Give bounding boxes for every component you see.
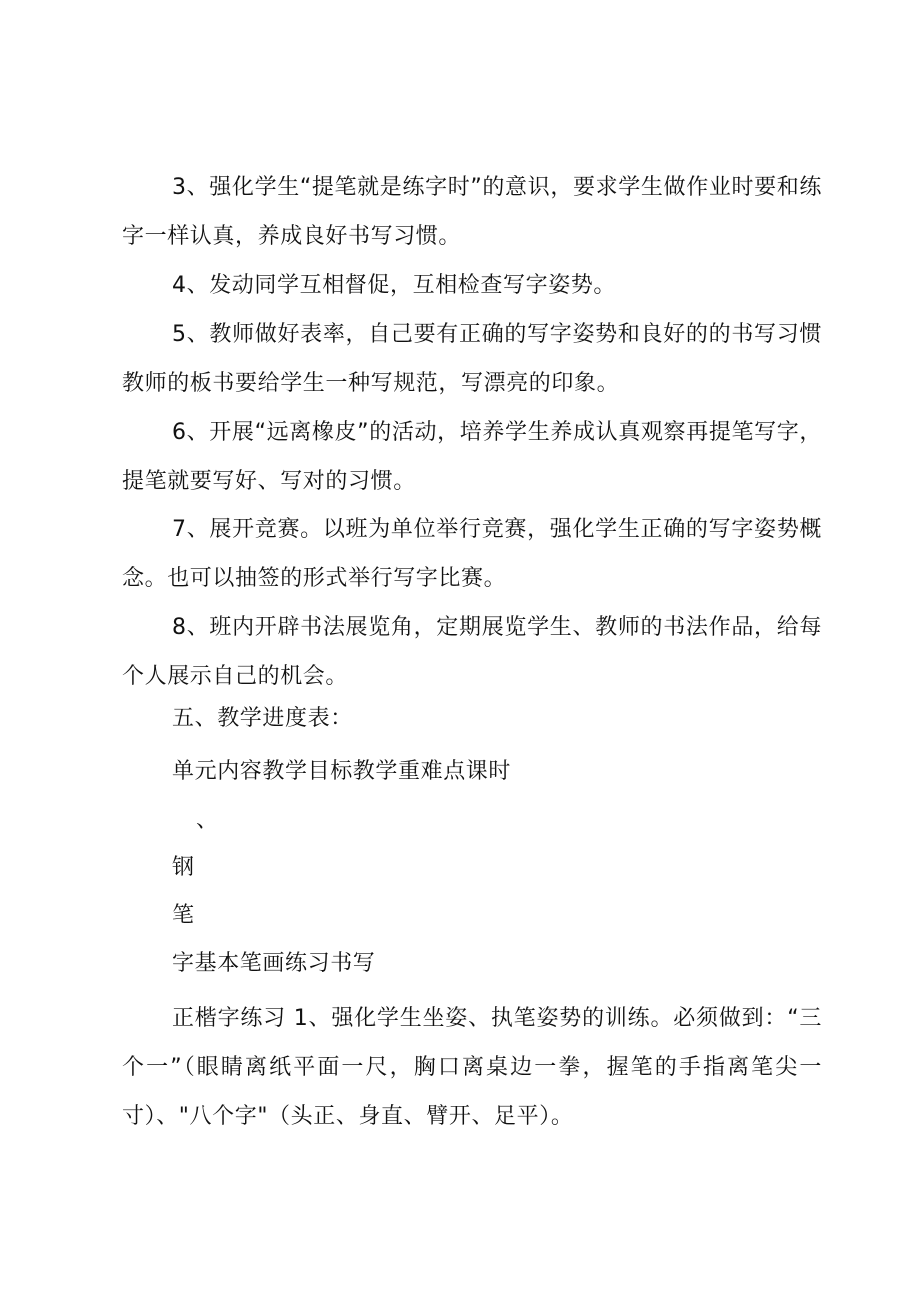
final-paragraph: 正楷字练习 1、强化学生坐姿、执笔姿势的训练。必须做到：“三个一”（眼睛离纸平面一尺，胸口离桌边一拳，握笔的手指离笔尖一寸）、"八个字"（头正、身直、臂开、足平）。	[122, 1006, 822, 1129]
section-heading: 五、教学进度表：	[172, 706, 353, 731]
paragraph-4: 4、发动同学互相督促，互相检查写字姿势。	[172, 273, 616, 298]
table-header: 单元内容教学目标教学重难点课时	[172, 759, 512, 784]
unit-fragment-gang: 钢	[172, 855, 195, 880]
paragraph-8: 8、班内开辟书法展览角，定期展览学生、教师的书法作品，给每个人展示自己的机会。	[122, 615, 822, 689]
paragraph-3: 3、强化学生“提笔就是练字时”的意识，要求学生做作业时要和练字一样认真，养成良好书写习惯。	[122, 175, 822, 249]
paragraph-6: 6、开展“远离橡皮”的活动，培养学生养成认真观察再提笔写字，提笔就要写好、写对的习惯。	[122, 420, 822, 494]
paragraph-5: 5、教师做好表率，自己要有正确的写字姿势和良好的的书写习惯教师的板书要给学生一种写规范，写漂亮的印象。	[122, 322, 822, 396]
unit-fragment-bi: 笔	[172, 903, 195, 928]
unit-fragment-mark: 、	[196, 808, 219, 833]
unit-fragment-strokes: 字基本笔画练习书写	[172, 951, 376, 976]
paragraph-7: 7、展开竞赛。以班为单位举行竞赛，强化学生正确的写字姿势概念。也可以抽签的形式举行写字比赛。	[122, 517, 822, 591]
